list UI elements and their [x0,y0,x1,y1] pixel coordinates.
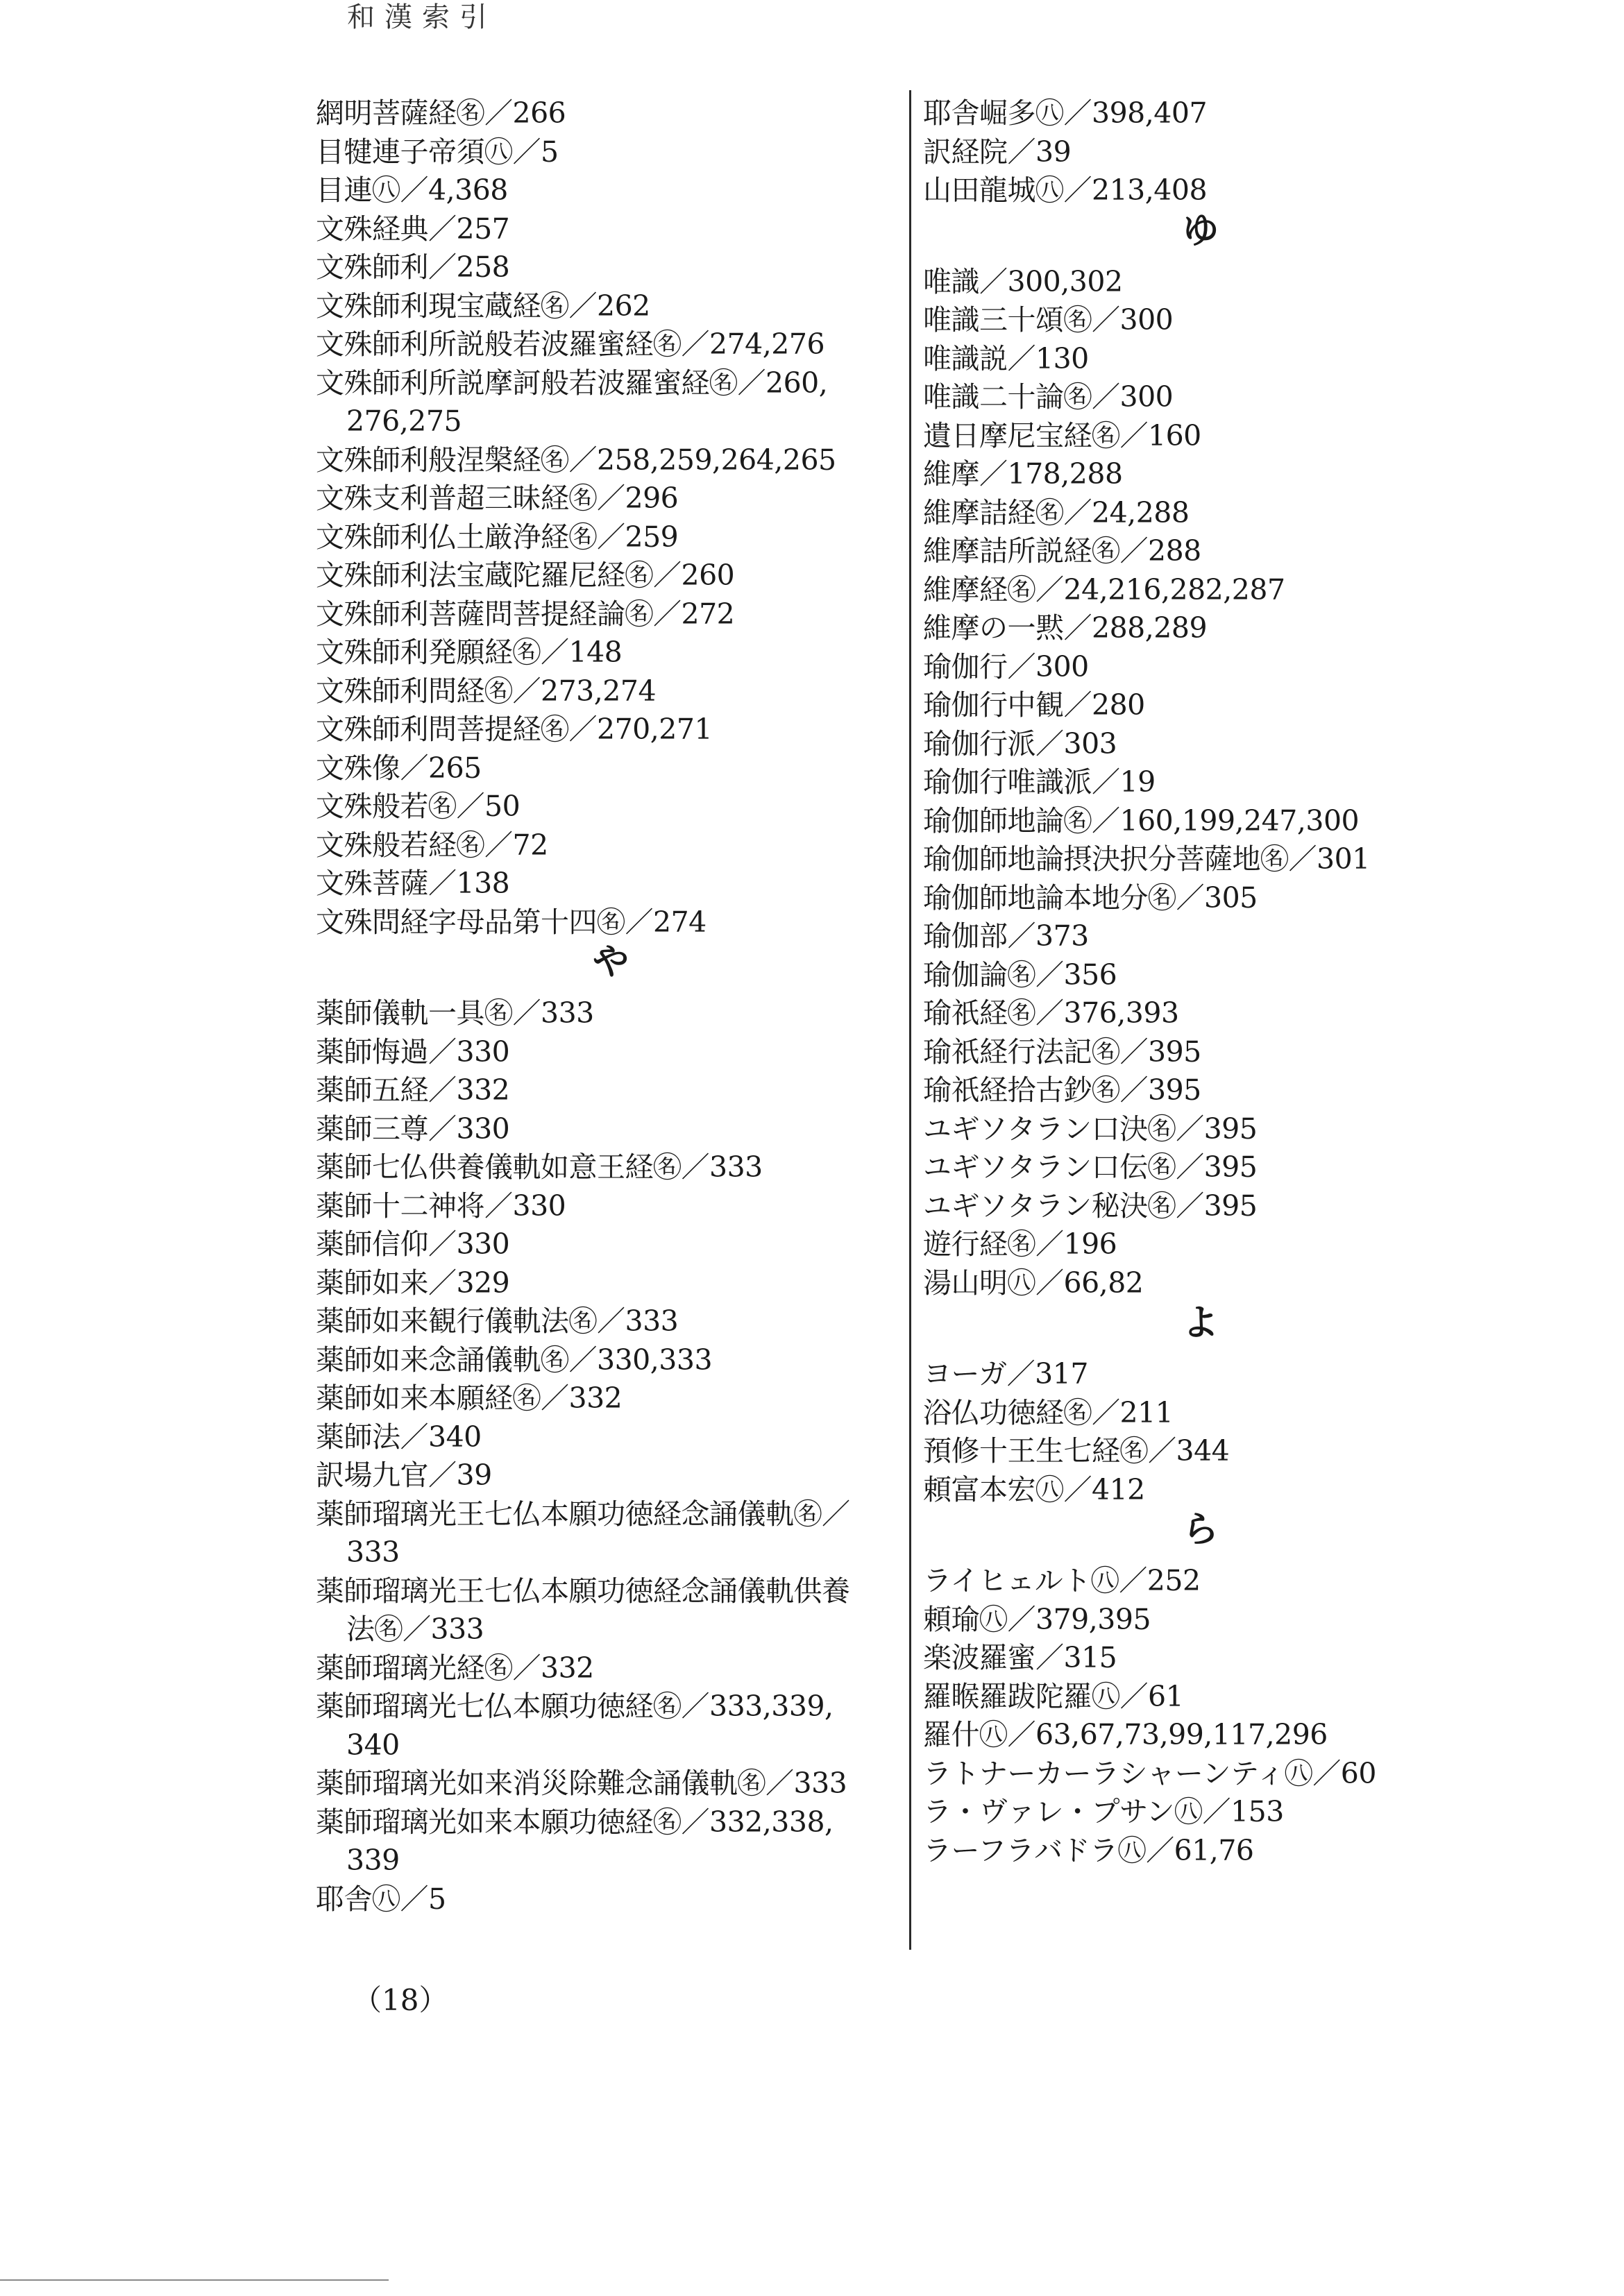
index-entry [923,133,1478,172]
entry-text: 文殊師利菩薩問菩提経論㊔／272 [316,597,735,631]
entry-text: 維摩詰所説経㊔／288 [923,534,1201,568]
index-entry [316,1379,906,1418]
index-entry [923,1562,1478,1601]
entry-text: 山田龍城㊇／213,408 [923,173,1208,207]
entry-text: 文殊般若経㊔／72 [316,828,548,862]
index-column-right [923,94,1478,1870]
entry-text: ライヒェルト㊇／252 [923,1564,1201,1597]
entry-text: 文殊師利仏土厳浄経㊔／259 [316,520,679,554]
entry-text: 唯識／300,302 [923,264,1123,298]
entry-text: 文殊経典／257 [316,212,510,246]
entry-text: 薬師信仰／330 [316,1227,510,1261]
entry-text: 遊行経㊔／196 [923,1227,1117,1261]
kana-section-heading: や [592,941,629,983]
index-entry [316,672,906,711]
entry-continuation: 339 [346,1844,400,1877]
entry-text: 薬師如来念誦儀軌㊔／330,333 [316,1343,713,1377]
entry-text: 訳場九官／39 [316,1459,492,1492]
entry-text: 薬師儀軌一具㊔／333 [316,996,594,1030]
entry-text: 薬師法／340 [316,1420,482,1454]
index-entry [923,571,1478,610]
entry-text: 文殊問経字母品第十四㊔／274 [316,905,707,939]
column-divider [909,90,911,1950]
entry-text: 網明菩薩経㊔／266 [316,96,566,130]
index-entry [923,879,1478,918]
index-entry [316,749,906,788]
index-entry [923,1793,1478,1832]
index-entry [923,1148,1478,1187]
index-entry [923,1471,1478,1510]
index-entry [923,1394,1478,1433]
entry-continuation: 法㊔／333 [346,1613,484,1646]
entry-text: 羅睺羅跋陀羅㊇／61 [923,1679,1184,1713]
index-entry [923,1355,1478,1394]
index-entry [316,826,906,865]
entry-text: 薬師瑠璃光七仏本願功徳経㊔／333,339, [316,1690,834,1723]
index-entry [316,1110,906,1149]
index-entry [923,763,1478,802]
entry-text: 目連㊇／4,368 [316,173,508,207]
entry-text: 浴仏功徳経㊔／211 [923,1395,1174,1429]
entry-text: 文殊師利所説般若波羅蜜経㊔／274,276 [316,328,825,361]
index-entry [923,956,1478,995]
index-entry [923,1432,1478,1471]
index-entry [316,210,906,249]
index-entry [316,325,906,364]
index-entry [923,1716,1478,1755]
entry-text: 文殊般若㊔／50 [316,790,521,823]
entry-text: ユギソタラン秘決㊔／395 [923,1189,1258,1223]
entry-text: 耶舎㊇／5 [316,1882,446,1916]
index-entry [923,417,1478,456]
index-entry [316,1880,906,1919]
index-entry [923,171,1478,210]
index-entry [316,1418,906,1457]
index-entry [923,609,1478,648]
entry-text: 文殊師利所説摩訶般若波羅蜜経㊔／260, [316,366,828,400]
index-entry [316,364,906,441]
index-entry [923,1187,1478,1226]
entry-text: 維摩詰経㊔／24,288 [923,495,1190,529]
entry-text: 薬師如来本願経㊔／332 [316,1381,623,1415]
index-entry [316,1071,906,1110]
index-entry [923,455,1478,494]
entry-text: 維摩経㊔／24,216,282,287 [923,572,1285,606]
entry-text: 瑜伽師地論摂決択分菩薩地㊔／301 [923,842,1370,876]
entry-text: 薬師悔過／330 [316,1035,510,1069]
page-number: （18） [353,1983,448,2017]
entry-text: 唯識説／130 [923,341,1089,375]
index-entry [316,1687,906,1764]
entry-text: 文殊師利現宝蔵経㊔／262 [316,289,650,323]
index-entry [316,1572,906,1649]
index-entry [316,479,906,518]
index-entry [923,648,1478,687]
index-entry [316,1649,906,1688]
entry-text: 文殊師利／258 [316,250,510,284]
index-entry [316,865,906,903]
entry-text: 遺日摩尼宝経㊔／160 [923,418,1201,452]
entry-text: 瑜伽部／373 [923,919,1089,953]
index-entry [923,532,1478,571]
entry-text: 訳経院／39 [923,135,1072,169]
running-head: 和漢索引 [347,1,497,33]
entry-text: 文殊師利般涅槃経㊔／258,259,264,265 [316,443,836,477]
index-entry [316,994,906,1033]
entry-text: 薬師十二神将／330 [316,1189,566,1223]
entry-text: 瑜伽行／300 [923,649,1089,683]
index-column-left [316,94,906,1919]
index-entry [316,595,906,634]
index-entry [923,1225,1478,1264]
index-entry [923,94,1478,133]
entry-text: 薬師瑠璃光如来本願功徳経㊔／332,338, [316,1805,834,1839]
index-entry [316,287,906,326]
index-entry [316,903,906,942]
entry-text: 薬師瑠璃光経㊔／332 [316,1651,594,1685]
entry-text: 維摩／178,288 [923,457,1123,491]
index-entry [923,1110,1478,1149]
index-entry [923,1832,1478,1871]
index-entry [923,840,1478,879]
entry-text: 薬師瑠璃光如来消災除難念誦儀軌㊔／333 [316,1767,847,1800]
index-entry [923,994,1478,1033]
index-entry [923,494,1478,533]
index-entry [316,556,906,595]
entry-text: 薬師瑠璃光王七仏本願功徳経念誦儀軌㊔／ [316,1497,850,1531]
index-entry [923,263,1478,302]
kana-section-heading: よ [1182,1302,1219,1344]
index-entry [316,518,906,557]
entry-text: 薬師五経／332 [316,1073,510,1107]
entry-text: 耶舎崛多㊇／398,407 [923,96,1208,130]
entry-text: ユギソタラン口伝㊔／395 [923,1150,1258,1184]
bottom-rule [0,2279,389,2281]
index-entry [923,1601,1478,1640]
index-entry [923,1071,1478,1110]
entry-text: ラトナーカーラシャーンティ㊇／60 [923,1756,1376,1790]
entry-text: 瑜祇経㊔／376,393 [923,996,1179,1030]
entry-text: 頼瑜㊇／379,395 [923,1602,1151,1636]
index-entry [316,1148,906,1187]
entry-text: 文殊師利問菩提経㊔／270,271 [316,713,713,746]
entry-text: 瑜伽行中観／280 [923,688,1145,722]
entry-text: 楽波羅蜜／315 [923,1641,1117,1674]
entry-text: 薬師瑠璃光王七仏本願功徳経念誦儀軌供養 [316,1574,850,1608]
entry-continuation: 276,275 [346,405,462,438]
index-entry [923,686,1478,725]
entry-text: ヨーガ／317 [923,1357,1088,1391]
index-entry [923,802,1478,841]
index-entry [316,94,906,133]
entry-text: 羅什㊇／63,67,73,99,117,296 [923,1718,1328,1751]
index-entry [316,1803,906,1880]
index-entry [316,633,906,672]
entry-text: 瑜伽行派／303 [923,726,1117,760]
entry-text: ユギソタラン口決㊔／395 [923,1112,1258,1146]
entry-text: 唯識三十頌㊔／300 [923,303,1174,337]
entry-text: 瑜伽師地論㊔／160,199,247,300 [923,803,1360,837]
entry-text: 文殊師利法宝蔵陀羅尼経㊔／260 [316,559,735,592]
index-entry [923,917,1478,956]
entry-text: 文殊師利問経㊔／273,274 [316,674,657,708]
index-entry [923,301,1478,340]
entry-text: 薬師如来／329 [316,1266,510,1300]
index-entry [923,1264,1478,1303]
index-entry [923,725,1478,764]
index-entry [316,1033,906,1072]
entry-text: 文殊像／265 [316,751,482,785]
index-entry [923,378,1478,417]
entry-text: 湯山明㊇／66,82 [923,1266,1144,1300]
entry-text: 文殊師利発願経㊔／148 [316,636,623,669]
entry-text: 瑜祇経拾古鈔㊔／395 [923,1073,1201,1107]
index-entry [923,340,1478,379]
entry-text: 文殊菩薩／138 [316,867,510,900]
index-entry [316,1264,906,1303]
index-entry [316,171,906,210]
entry-text: 預修十王生七経㊔／344 [923,1434,1230,1468]
index-entry [316,248,906,287]
index-entry [316,711,906,749]
entry-text: ラ・ヴァレ・プサン㊇／153 [923,1795,1284,1828]
entry-text: 頼富本宏㊇／412 [923,1472,1145,1506]
entry-text: 薬師七仏供養儀軌如意王経㊔／333 [316,1150,763,1184]
entry-text: 瑜伽論㊔／356 [923,958,1117,992]
entry-text: 目犍連子帝須㊇／5 [316,135,559,169]
index-entry [316,1495,906,1572]
entry-text: ラーフラバドラ㊇／61,76 [923,1833,1254,1867]
index-entry [316,1302,906,1341]
index-entry [316,1764,906,1803]
entry-continuation: 333 [346,1536,400,1569]
index-entry [316,1187,906,1226]
entry-text: 薬師如来観行儀軌法㊔／333 [316,1304,679,1338]
entry-text: 瑜伽師地論本地分㊔／305 [923,881,1258,915]
kana-section-heading: ゆ [1182,209,1219,252]
index-entry [923,1755,1478,1794]
index-entry [316,1225,906,1264]
entry-continuation: 340 [346,1728,400,1762]
index-entry [316,1456,906,1495]
entry-text: 瑜祇経行法記㊔／395 [923,1035,1201,1069]
index-entry [923,1033,1478,1072]
entry-text: 薬師三尊／330 [316,1112,510,1146]
entry-text: 瑜伽行唯識派／19 [923,765,1156,799]
index-entry [316,133,906,172]
entry-text: 維摩の一黙／288,289 [923,611,1208,645]
entry-text: 文殊支利普超三昧経㊔／296 [316,482,679,515]
index-entry [316,788,906,826]
kana-section-heading: ら [1182,1508,1219,1551]
index-entry [923,1639,1478,1678]
index-entry [923,1678,1478,1717]
index-entry [316,1341,906,1380]
entry-text: 唯識二十論㊔／300 [923,380,1174,414]
index-entry [316,441,906,480]
